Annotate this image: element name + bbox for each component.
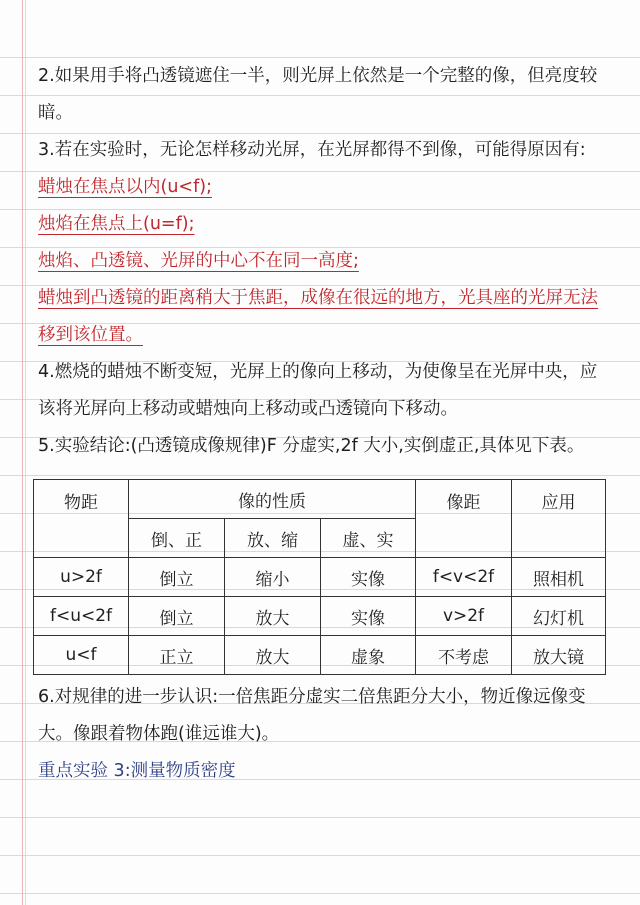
notebook-margin-line-inner bbox=[25, 0, 26, 905]
table-row bbox=[34, 636, 606, 675]
table-cell: u>2f bbox=[34, 558, 129, 597]
table-row bbox=[34, 597, 606, 636]
reason-4: 蜡烛到凸透镜的距离稍大于焦距，成像在很远的地方，光具座的光屏无法移到该位置。 bbox=[38, 288, 598, 345]
paragraph-4: 4.燃烧的蜡烛不断变短，光屏上的像向上移动，为使像呈在光屏中央，应该将光屏向上移动或蜡烛向上移动或凸透镜向下移动。 bbox=[38, 362, 598, 419]
table-cell: f<u<2f bbox=[34, 597, 129, 636]
section-heading-density: 重点实验 3:测量物质密度 bbox=[38, 761, 236, 781]
table-cell: 实像 bbox=[321, 558, 416, 597]
table-cell: 倒立 bbox=[129, 597, 225, 636]
header-image-nature: 像的性质 bbox=[129, 480, 416, 519]
subheader-size: 放、缩 bbox=[225, 519, 321, 558]
subheader-orientation: 倒、正 bbox=[129, 519, 225, 558]
reason-3: 烛焰、凸透镜、光屏的中心不在同一高度; bbox=[38, 251, 359, 271]
subheader-real-virtual: 虚、实 bbox=[321, 519, 416, 558]
reason-1: 蜡烛在焦点以内(u<f); bbox=[38, 177, 212, 197]
reason-2: 烛焰在焦点上(u=f); bbox=[38, 214, 195, 234]
paragraph-6: 6.对规律的进一步认识:一倍焦距分虚实二倍焦距分大小，物近像远像变大。像跟着物体跑(谁远谁大)。 bbox=[38, 687, 586, 744]
table-cell: 照相机 bbox=[512, 558, 606, 597]
table-cell: 虚象 bbox=[321, 636, 416, 675]
paragraph-2: 2.如果用手将凸透镜遮住一半，则光屏上依然是一个完整的像，但亮度较暗。 bbox=[38, 66, 598, 123]
table-cell: 幻灯机 bbox=[512, 597, 606, 636]
paragraph-3: 3.若在实验时，无论怎样移动光屏，在光屏都得不到像，可能得原因有: bbox=[38, 140, 586, 160]
notebook-margin-line bbox=[22, 0, 23, 905]
header-object-distance: 物距 bbox=[34, 480, 129, 558]
table-cell: 实像 bbox=[321, 597, 416, 636]
header-application: 应用 bbox=[512, 480, 606, 558]
table-cell: u<f bbox=[34, 636, 129, 675]
table-row bbox=[34, 558, 606, 597]
table-cell: 不考虑 bbox=[416, 636, 512, 675]
table-cell: 正立 bbox=[129, 636, 225, 675]
table-cell: 倒立 bbox=[129, 558, 225, 597]
table-header-row bbox=[34, 480, 606, 519]
imaging-rules-table bbox=[33, 479, 606, 675]
table-cell: 放大 bbox=[225, 597, 321, 636]
paragraph-5: 5.实验结论:(凸透镜成像规律)F 分虚实,2f 大小,实倒虚正,具体见下表。 bbox=[38, 436, 585, 456]
table-cell: 放大 bbox=[225, 636, 321, 675]
table-cell: f<v<2f bbox=[416, 558, 512, 597]
table-cell: 缩小 bbox=[225, 558, 321, 597]
header-image-distance: 像距 bbox=[416, 480, 512, 558]
table-cell: 放大镜 bbox=[512, 636, 606, 675]
table-cell: v>2f bbox=[416, 597, 512, 636]
notes-content bbox=[38, 58, 608, 790]
